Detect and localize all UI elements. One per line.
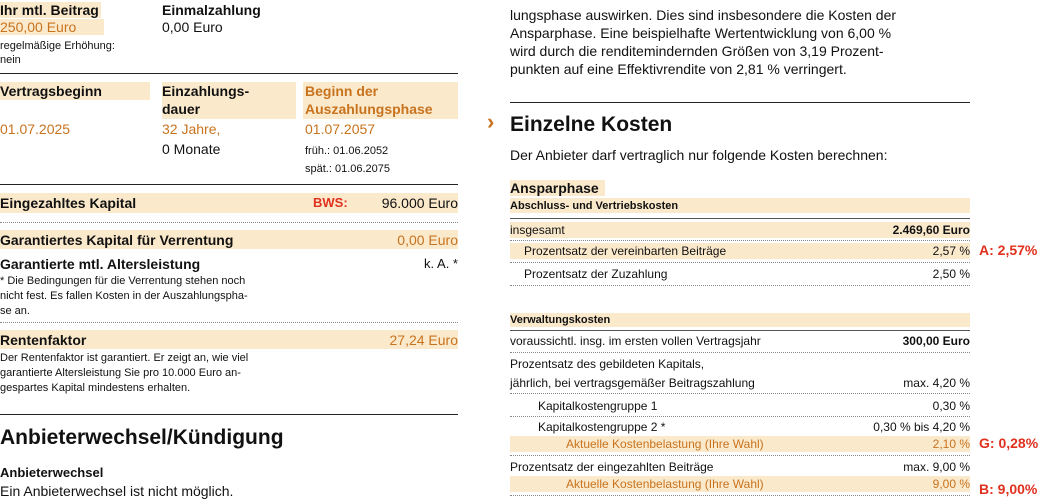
insgesamt-label: insgesamt [510, 223, 565, 237]
intro-line-4: punkten auf eine Effektivrendite von 2,81 % verringert. [510, 61, 847, 77]
aktuell1-row [510, 436, 970, 452]
auszahl-spaet: spät.: 01.06.2075 [305, 163, 391, 175]
jaehrlich-row [510, 375, 970, 391]
kkg2-label: Kapitalkostengruppe 2 * [538, 420, 666, 434]
erhoehung-label: regelmäßige Erhöhung: [0, 40, 115, 52]
pz-kapital-label: Prozentsatz des gebildeten Kapitals, [510, 357, 705, 371]
kapital-label: Eingezahltes Kapital [0, 195, 137, 211]
insgesamt-value: 2.469,60 Euro [892, 223, 970, 237]
dauer-label-1: Einzahlungs- [162, 83, 250, 99]
auszahl-label-1: Beginn der [305, 83, 379, 99]
einzelne-kosten-heading: Einzelne Kosten [510, 113, 673, 136]
pz-eingezahlt-label: Prozentsatz der eingezahlten Beiträge [510, 460, 714, 474]
aktuell1-value: 2,10 % [932, 437, 970, 451]
rf-note-2: garantierte Altersleistung Sie pro 10.000 Euro an- [0, 367, 241, 379]
dotted-divider [510, 240, 970, 241]
annotation-b: B: 9,00% [979, 481, 1038, 497]
jaehrlich-label: jährlich, bei vertragsgemäßer Beitragszahlung [510, 376, 755, 390]
alters-note-2: nicht fest. Es fallen Kosten in der Auszahlungspha- [0, 290, 248, 302]
kosten-subheading: Der Anbieter darf vertraglich nur folgende Kosten berechnen: [510, 147, 888, 163]
divider [0, 414, 458, 415]
divider [510, 102, 970, 103]
wechsel-text: Ein Anbieterwechsel ist nicht möglich. [0, 483, 234, 499]
kkg1-value: 0,30 % [932, 399, 970, 413]
vorauss-value: 300,00 Euro [902, 334, 970, 348]
aktuell2-label: Aktuelle Kostenbelastung (Ihre Wahl) [566, 477, 764, 491]
erhoehung-value: nein [0, 54, 21, 66]
pz-beitraege-label: Prozentsatz der vereinbarten Beiträge [524, 244, 727, 258]
kkg1-row [510, 398, 970, 414]
pz-zuzahlung-row [510, 266, 970, 282]
dotted-divider [510, 352, 970, 353]
vorauss-row [510, 333, 970, 349]
garantiert-value: 0,00 Euro [397, 232, 458, 248]
ansparphase-label: Ansparphase [510, 180, 605, 196]
vertragsbeginn-value: 01.07.2025 [0, 121, 71, 137]
dauer-label-2: dauer [162, 101, 201, 117]
intro-line-1: lungsphase auswirken. Dies sind insbesondere die Kosten der [510, 7, 897, 23]
dotted-divider [0, 322, 458, 323]
kkg2-value: 0,30 % bis 4,20 % [873, 420, 970, 434]
jaehrlich-value: max. 4,20 % [903, 376, 970, 390]
abschluss-heading: Abschluss- und Vertriebskosten [510, 200, 679, 212]
pz-beitraege-value: 2,57 % [932, 244, 970, 258]
dauer-value-1: 32 Jahre, [162, 121, 221, 137]
pz-kapital-row [510, 356, 970, 372]
dotted-divider [510, 495, 970, 496]
aktuell1-label: Aktuelle Kostenbelastung (Ihre Wahl) [566, 437, 764, 451]
alters-value: k. A. * [424, 256, 458, 271]
chevron-right-icon: › [487, 109, 495, 134]
rentenfaktor-value: 27,24 Euro [389, 332, 458, 348]
auszahl-value: 01.07.2057 [305, 121, 376, 137]
alters-note-1: * Die Bedingungen für die Verrentung stehen noch [0, 275, 246, 287]
auszahl-frueh: früh.: 01.06.2052 [305, 145, 389, 157]
beitrag-value: 250,00 Euro [0, 19, 104, 35]
einmal-label: Einmalzahlung [162, 2, 261, 18]
kkg1-label: Kapitalkostengruppe 1 [538, 399, 658, 413]
pz-zuzahlung-value: 2,50 % [932, 267, 970, 281]
intro-line-3: wird durch die renditemindernden Größen von 3,19 Prozent- [510, 43, 884, 59]
alters-label: Garantierte mtl. Altersleistung [0, 256, 201, 272]
insgesamt-row [510, 222, 970, 238]
dotted-divider [510, 393, 970, 394]
einmal-value: 0,00 Euro [162, 19, 223, 35]
pz-eingezahlt-row [510, 459, 970, 475]
garantiert-label: Garantiertes Kapital für Verrentung [0, 232, 234, 248]
pz-eingezahlt-value: max. 9,00 % [903, 460, 970, 474]
rentenfaktor-label: Rentenfaktor [0, 332, 87, 348]
wechsel-sub: Anbieterwechsel [0, 465, 104, 480]
rf-note-3: gespartes Kapital mindestens erhalten. [0, 382, 191, 394]
annotation-a: A: 2,57% [979, 242, 1038, 258]
dotted-divider [510, 416, 970, 417]
divider [510, 330, 970, 331]
beitrag-label: Ihr mtl. Beitrag [0, 2, 99, 18]
divider [0, 73, 458, 74]
wechsel-heading: Anbieterwechsel/Kündigung [0, 426, 284, 449]
pz-zuzahlung-label: Prozentsatz der Zuzahlung [524, 267, 668, 281]
aktuell2-row [510, 476, 970, 492]
divider [510, 218, 970, 219]
dotted-divider [510, 285, 970, 286]
rf-note-1: Der Rentenfaktor ist garantiert. Er zeigt an, wie viel [0, 352, 249, 364]
divider [0, 184, 458, 185]
aktuell2-value: 9,00 % [932, 477, 970, 491]
dotted-divider [510, 262, 970, 263]
kapital-value: 96.000 Euro [381, 195, 458, 211]
vorauss-label: voraussichtl. insg. im ersten vollen Vertragsjahr [510, 334, 761, 348]
annotation-g: G: 0,28% [979, 435, 1039, 451]
pz-beitraege-row [510, 243, 970, 259]
kkg2-row [510, 419, 970, 435]
alters-note-3: se an. [0, 305, 30, 317]
verwaltung-heading: Verwaltungskosten [510, 314, 611, 326]
intro-line-2: Ansparphase. Eine beispielhafte Wertentwicklung von 6,00 % [510, 25, 892, 41]
dotted-divider [510, 455, 970, 456]
vertragsbeginn-label: Vertragsbeginn [0, 83, 102, 99]
auszahl-label-2: Auszahlungsphase [305, 101, 433, 117]
dauer-value-2: 0 Monate [162, 141, 221, 157]
bws-label: BWS: [313, 195, 348, 210]
dotted-divider [0, 222, 458, 223]
